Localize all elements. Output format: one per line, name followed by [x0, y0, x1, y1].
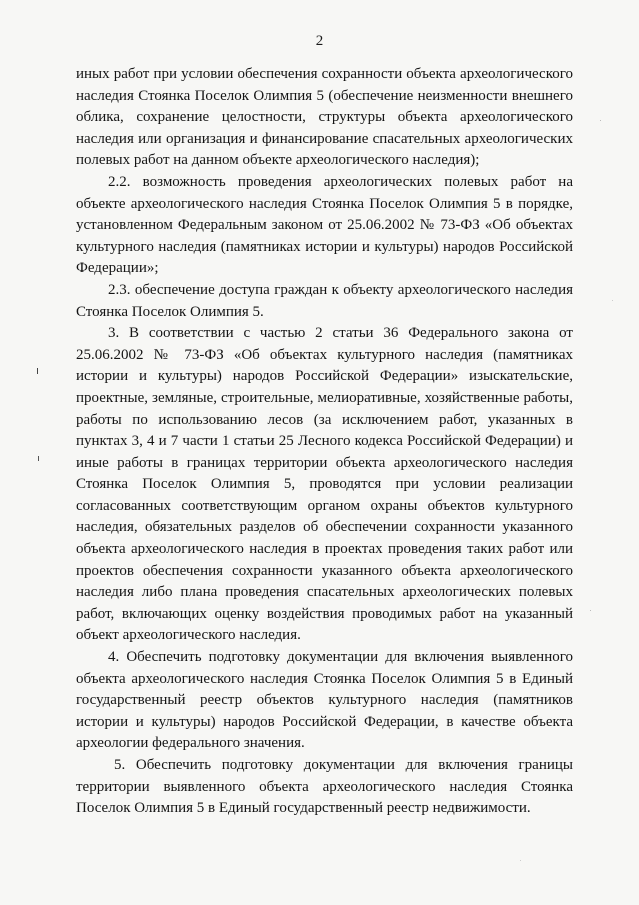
- scan-artifact: [600, 120, 601, 121]
- scan-artifact: [612, 300, 613, 301]
- paragraph-5: 5. Обеспечить подготовку документации для включения границы территории выявленного объекта археологического наследия Стоянка Поселок Олимпия 5 в Единый государственный реестр недвижимости.: [76, 757, 573, 817]
- paragraph-4: 4. Обеспечить подготовку документации для включения выявленного объекта археологического наследия Стоянка Поселок Олимпия 5 в Единый государственный реестр объектов культурного наследия (памятников истории и культуры) народов Российской Федерации, в качестве объекта археологии федерального значения.: [76, 649, 573, 752]
- document-body: [76, 64, 573, 820]
- paragraph-2-2: 2.2. возможность проведения археологических полевых работ на объекте археологического наследия Стоянка Поселок Олимпия 5 в порядке, установленном Федеральным законом от 25.06.2002 № 73-ФЗ «Об объектах культурного наследия (памятниках истории и культуры) народов Российской Федерации»;: [76, 173, 573, 277]
- scan-artifact: [520, 860, 521, 861]
- paragraph-3: 3. В соответствии с частью 2 статьи 36 Федерального закона от 25.06.2002 № 73-ФЗ «Об объектах культурного наследия (памятниках истории и культуры) народов Российской Федерации» изыскательские, проектные, земляные, строительные, мелиоративные, хозяйственные работы, работы по использованию лесов (за исключением работ, указанных в пунктах 3, 4 и 7 части 1 статьи 25 Лесного кодекса Российской Федерации) и иные работы в границах территории объекта археологического наследия Стоянка Поселок Олимпия 5, проводятся при условии реализации согласованных соответствующим органом охраны объектов культурного наследия, обязательных разделов об обеспечении сохранности указанного объекта археологического наследия в проектах проведения таких работ или проектов обеспечения сохранности указанного объекта археологического наследия либо плана проведения спасательных археологических полевых работ, включающих оценку воздействия проводимых работ на указанный объект археологического наследия.: [76, 325, 573, 644]
- scan-artifact: [37, 368, 38, 374]
- paragraph-2-3: 2.3. обеспечение доступа граждан к объекту археологического наследия Стоянка Поселок Олимпия 5.: [76, 281, 573, 320]
- paragraph-continuation: иных работ при условии обеспечения сохранности объекта археологического наследия Стоянка Поселок Олимпия 5 (обеспечение неизменности внешнего облика, сохранение целостности, структуры объекта археологического наследия или организация и финансирование спасательных археологических полевых работ на данном объекте археологического наследия);: [76, 66, 573, 169]
- scan-artifact: [590, 610, 591, 611]
- page-number: 2: [315, 33, 324, 49]
- scan-artifact: [38, 456, 39, 461]
